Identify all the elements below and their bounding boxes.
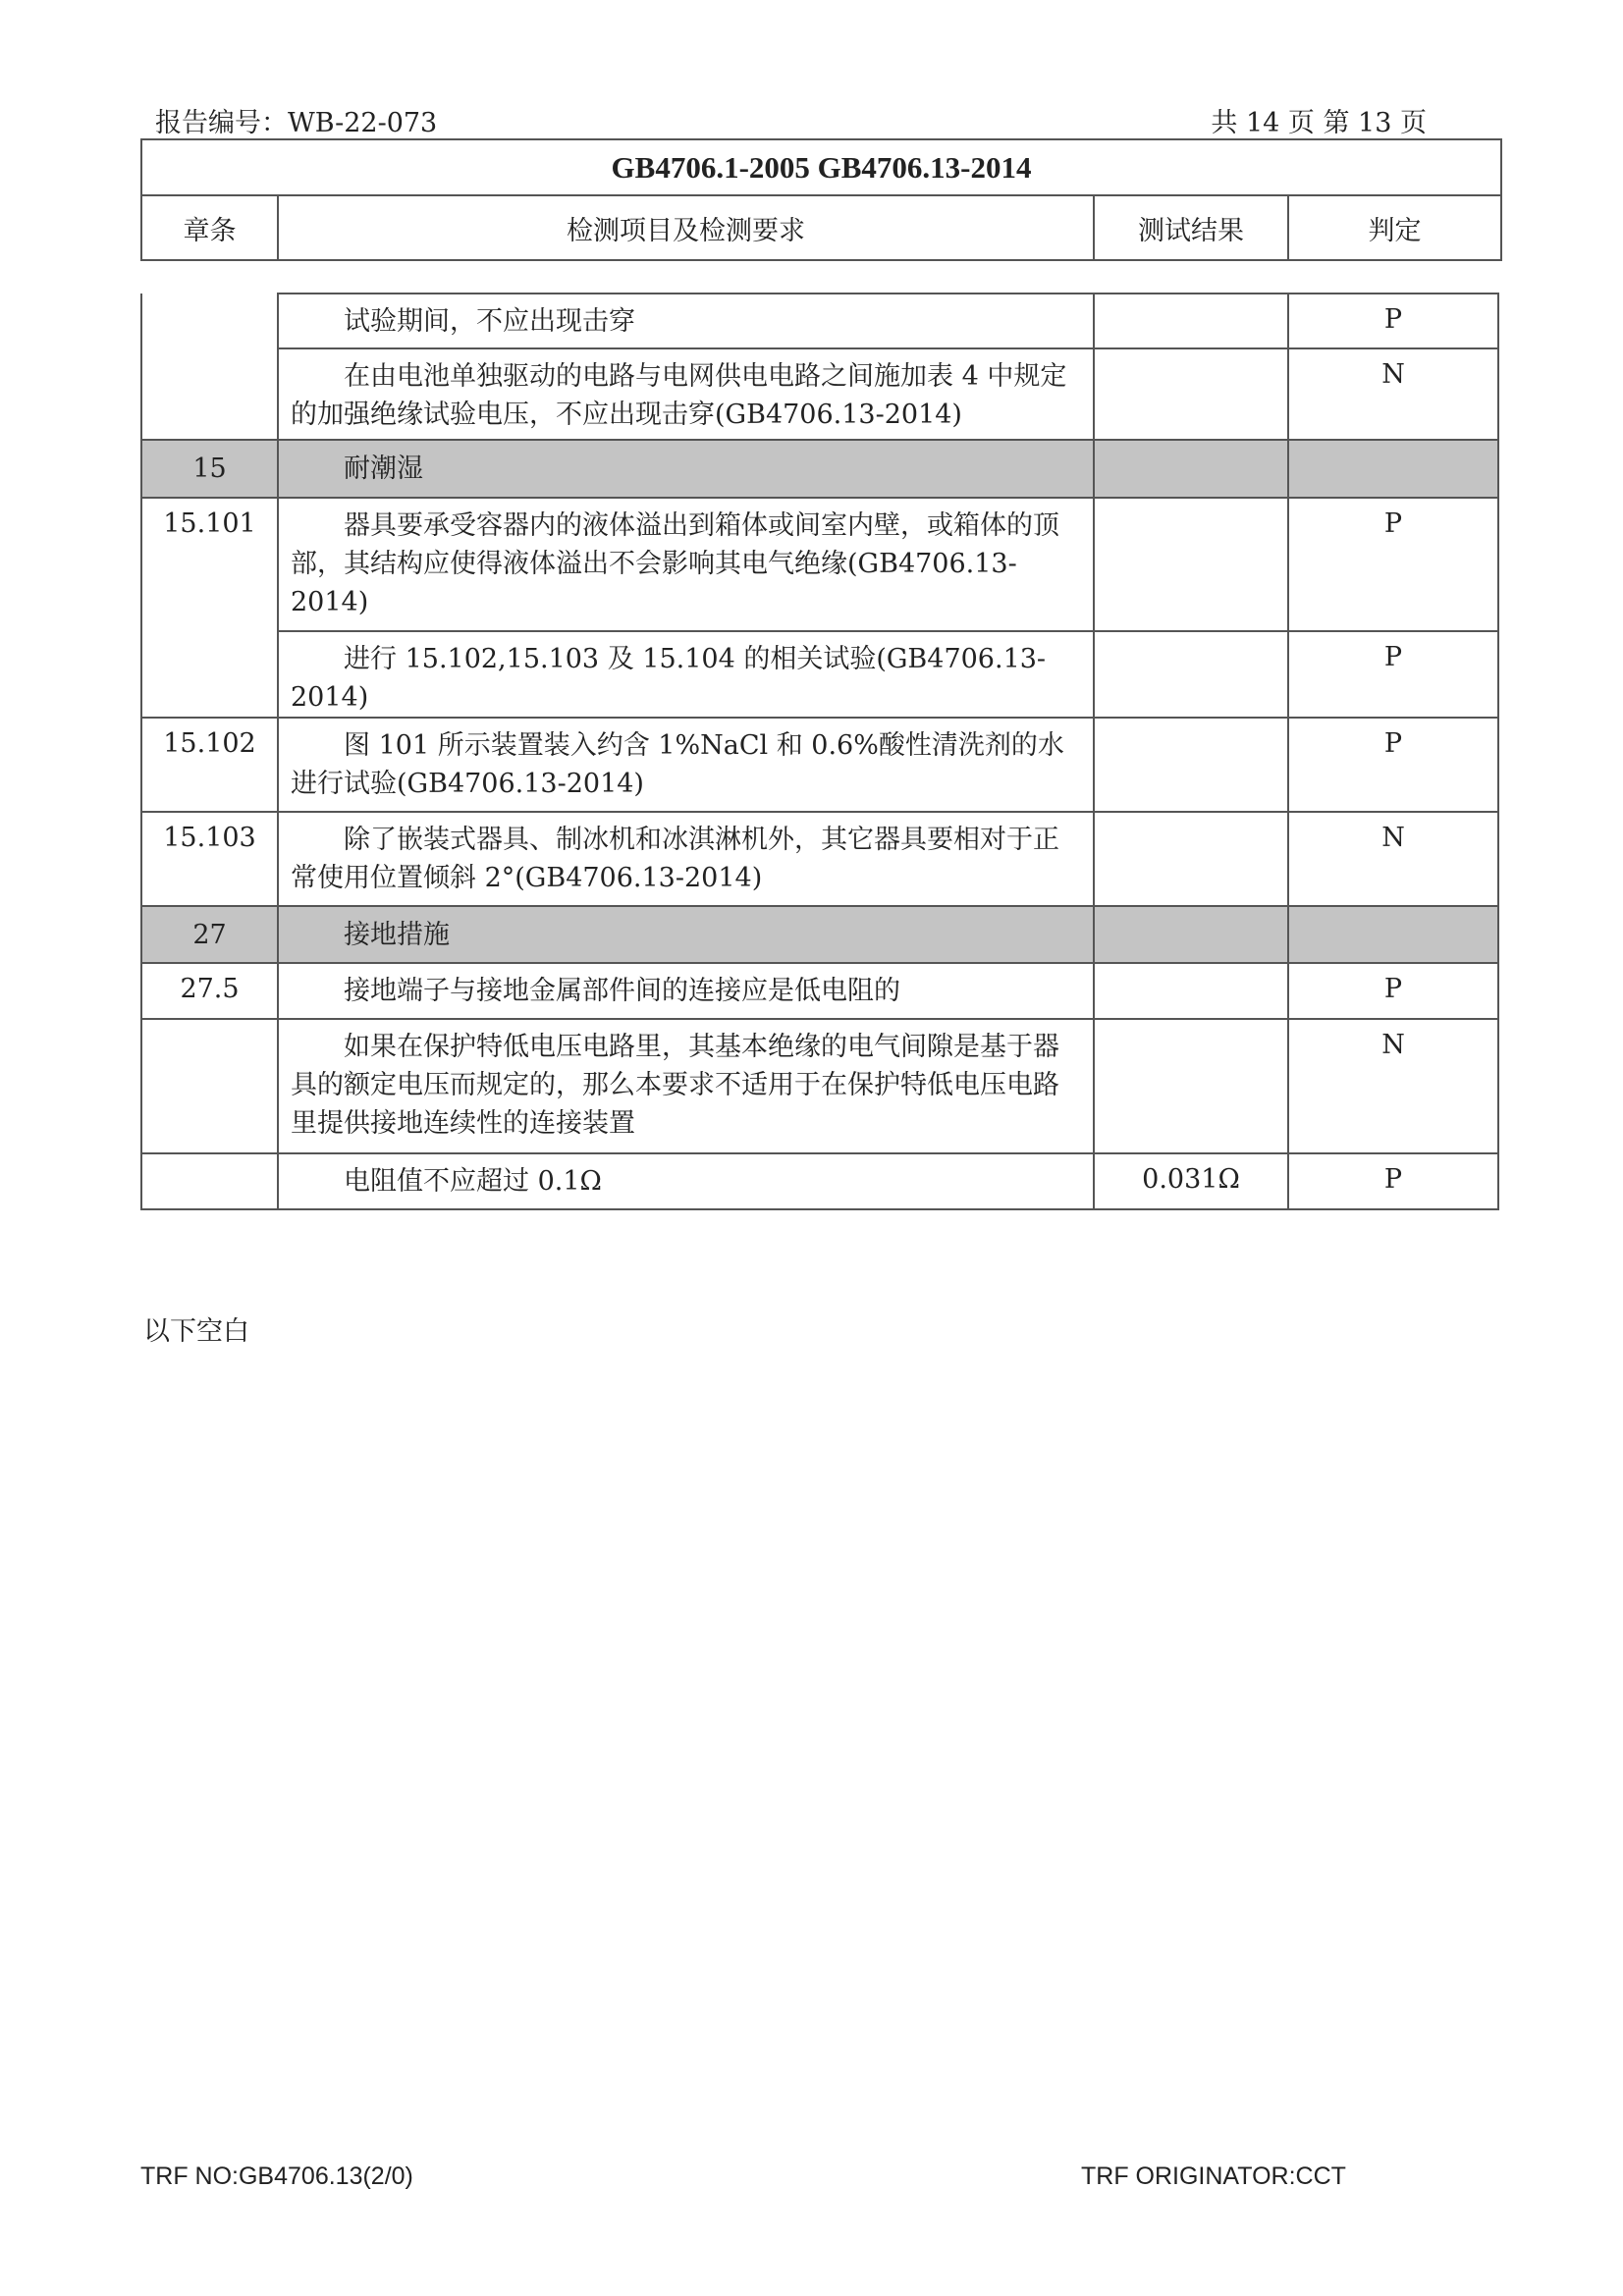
clause: 27 <box>141 906 278 963</box>
result <box>1094 498 1288 631</box>
page-info: 共 14 页 第 13 页 <box>1211 108 1427 138</box>
clause <box>141 1019 278 1153</box>
col-clause: 章条 <box>141 195 278 260</box>
section-row <box>141 906 1498 963</box>
clause: 15.102 <box>141 718 278 812</box>
item-text: 电阻值不应超过 0.1Ω <box>344 1166 602 1197</box>
item-text: 器具要承受容器内的液体溢出到箱体或间室内壁，或箱体的顶部，其结构应使得液体溢出不会影响其电气绝缘(GB4706.13-2014) <box>291 510 1059 617</box>
section-title: 接地措施 <box>344 919 450 950</box>
item-text: 试验期间，不应出现击穿 <box>344 306 635 337</box>
table-row <box>141 812 1498 906</box>
item-text: 在由电池单独驱动的电路与电网供电电路之间施加表 4 中规定的加强绝缘试验电压，不应出现击穿(GB4706.13-2014) <box>291 361 1067 430</box>
verdict: N <box>1288 348 1498 440</box>
table-row <box>141 294 1498 348</box>
table-row <box>141 963 1498 1019</box>
report-number: 报告编号：WB-22-073 <box>155 108 438 138</box>
col-item: 检测项目及检测要求 <box>278 195 1094 260</box>
clause <box>141 1153 278 1209</box>
verdict: P <box>1288 294 1498 348</box>
verdict: P <box>1288 498 1498 631</box>
verdict: P <box>1288 631 1498 718</box>
result <box>1094 963 1288 1019</box>
item-text: 如果在保护特低电压电路里，其基本绝缘的电气间隙是基于器具的额定电压而规定的，那么本要求不适用于在保护特低电压电路里提供接地连续性的连接装置 <box>291 1032 1059 1139</box>
trf-originator: TRF ORIGINATOR:CCT <box>1081 2163 1346 2190</box>
standard-title: GB4706.1-2005 GB4706.13-2014 <box>141 139 1501 195</box>
clause: 15.103 <box>141 812 278 906</box>
table-row <box>141 1019 1498 1153</box>
table-row <box>141 498 1498 631</box>
clause: 27.5 <box>141 963 278 1019</box>
table-row <box>141 631 1498 718</box>
col-result: 测试结果 <box>1094 195 1288 260</box>
item-text: 进行 15.102,15.103 及 15.104 的相关试验(GB4706.13-2014) <box>291 644 1047 713</box>
result <box>1094 294 1288 348</box>
verdict: N <box>1288 1019 1498 1153</box>
test-table <box>140 293 1499 1210</box>
col-verdict: 判定 <box>1288 195 1501 260</box>
result <box>1094 631 1288 718</box>
result <box>1094 1019 1288 1153</box>
blank-note: 以下空白 <box>143 1316 249 1347</box>
clause: 15.101 <box>141 498 278 718</box>
verdict: P <box>1288 963 1498 1019</box>
item-text: 图 101 所示装置装入约含 1%NaCl 和 0.6%酸性清洗剂的水进行试验(GB4706.13-2014) <box>291 730 1064 799</box>
table-row <box>141 718 1498 812</box>
clause <box>141 294 278 440</box>
item-text: 接地端子与接地金属部件间的连接应是低电阻的 <box>344 976 900 1006</box>
table-row <box>141 1153 1498 1209</box>
table-header <box>140 138 1502 261</box>
table-row <box>141 348 1498 440</box>
verdict: P <box>1288 718 1498 812</box>
section-row <box>141 440 1498 498</box>
verdict: N <box>1288 812 1498 906</box>
trf-number: TRF NO:GB4706.13(2/0) <box>140 2163 413 2190</box>
result <box>1094 348 1288 440</box>
result <box>1094 718 1288 812</box>
clause: 15 <box>141 440 278 498</box>
item-text: 除了嵌装式器具、制冰机和冰淇淋机外，其它器具要相对于正常使用位置倾斜 2°(GB4706.13-2014) <box>291 825 1059 893</box>
section-title: 耐潮湿 <box>344 454 423 484</box>
result: 0.031Ω <box>1094 1153 1288 1209</box>
verdict: P <box>1288 1153 1498 1209</box>
result <box>1094 812 1288 906</box>
